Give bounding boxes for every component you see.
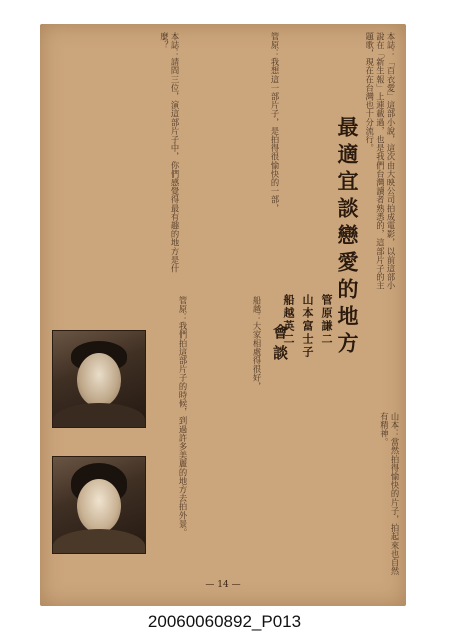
magazine-page <box>40 24 406 606</box>
article-body-lower-right-2: 山本：當然拍得愉快的片子，拍起來也自然有精神。 <box>379 412 400 576</box>
actress-portrait-photo <box>52 456 146 554</box>
archive-id-caption: 20060060892_P013 <box>147 612 302 631</box>
participant-2: 山本富士子 <box>301 294 314 359</box>
article-subtitle: 會談 <box>271 324 289 366</box>
article-byline <box>282 294 334 404</box>
article-title: 最適宜談戀愛的地方 <box>335 116 360 359</box>
participant-3: 船越英二 <box>282 294 295 346</box>
article-body-lower-middle: 管原：我們拍這部片子的時候，到過許多美麗的地方去拍外景。 <box>178 296 188 537</box>
article-body-middle-left: 本誌：請問三位，演這部片子中，你們感覺得最有趣的地方是什麼？ <box>159 32 180 273</box>
article-body-top-right: 本誌：「百衣愛」這部小說，這次由大映公司拍成電影，以前這部小說在「新生報」上連載過，也是我們台灣讀者熟悉的，這部片子的主題歌，現在在台灣也十分流行。 <box>364 32 396 290</box>
article-body-lower-right: 船越：大家相處得很好， <box>252 296 262 391</box>
article-body-middle: 管原：我想這一部片子，是拍得很愉快的一部， <box>270 32 280 213</box>
page-number: — 14 — <box>205 580 241 590</box>
participant-1: 管原謙二 <box>320 294 333 346</box>
actor-portrait-photo <box>52 330 146 428</box>
